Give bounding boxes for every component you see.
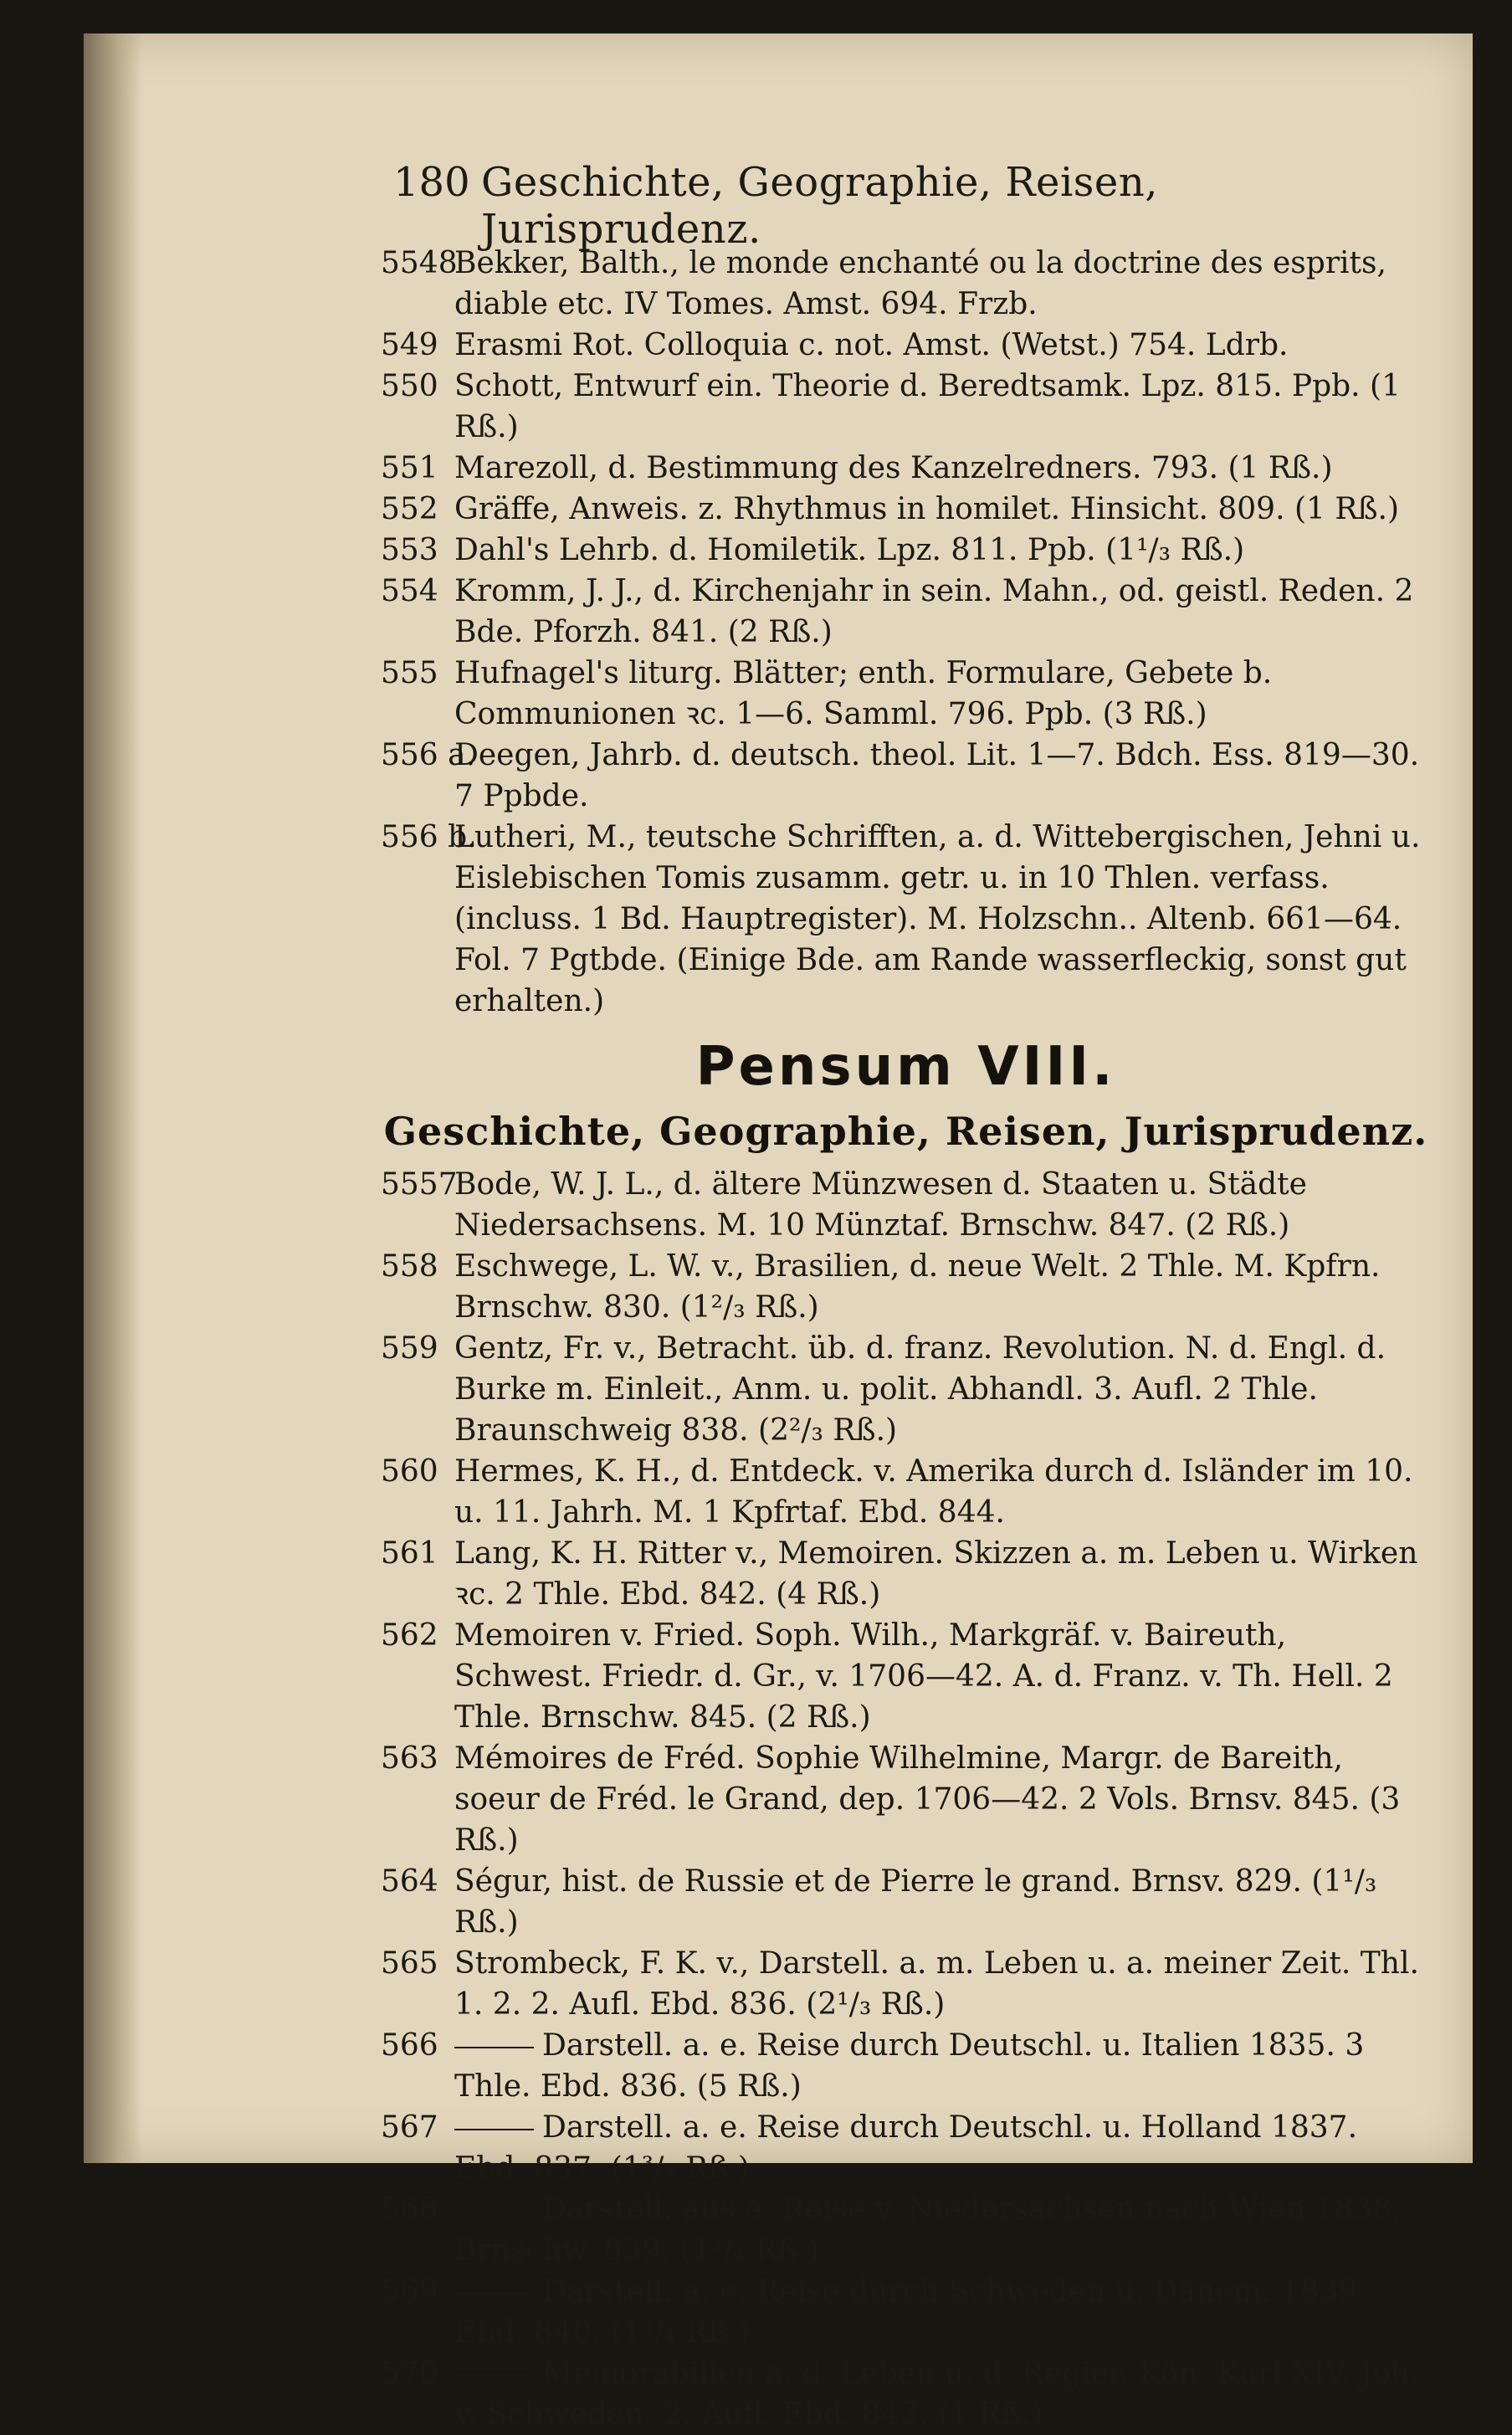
- entry-text: Eschwege, L. W. v., Brasilien, d. neue Welt. 2 Thle. M. Kpfrn. Brnschw. 830. (1²/₃ Rß.): [454, 1249, 1381, 1325]
- entry-number: 551: [381, 451, 438, 485]
- entry-number: 570: [381, 2356, 438, 2391]
- catalog-entry: [381, 817, 1431, 1022]
- entry-number: 559: [381, 1331, 438, 1366]
- entry-text: Gräffe, Anweis. z. Rhythmus in homilet. Hinsicht. 809. (1 Rß.): [454, 492, 1399, 526]
- entry-text: Bekker, Balth., le monde enchanté ou la doctrine des esprits, diable etc. IV Tomes. Amst. 694. Frzb.: [454, 246, 1386, 321]
- catalog-entry: [381, 325, 1431, 366]
- entry-text: Hermes, K. H., d. Entdeck. v. Amerika durch d. Isländer im 10. u. 11. Jahrh. M. 1 Kpfrtaf. Ebd. 844.: [454, 1454, 1413, 1530]
- page-content: [381, 151, 1431, 2435]
- catalog-entry: [381, 2271, 1431, 2353]
- entry-text: Lang, K. H. Ritter v., Memoiren. Skizzen a. m. Leben u. Wirken ꝛc. 2 Thle. Ebd. 842. (4 Rß.): [454, 1536, 1418, 1612]
- entry-list-after: [381, 1164, 1431, 2435]
- catalog-entry: [381, 1615, 1431, 1738]
- entry-number: 549: [381, 328, 438, 362]
- catalog-entry: [381, 1533, 1431, 1615]
- entry-text: Hufnagel's liturg. Blätter; enth. Formulare, Gebete b. Communionen ꝛc. 1—6. Samml. 796. Ppb. (3 Rß.): [454, 656, 1273, 731]
- page-number: 180: [393, 159, 470, 206]
- entry-number: 563: [381, 1741, 438, 1776]
- entry-number: 558: [381, 1249, 438, 1284]
- entry-number: 566: [381, 2028, 438, 2063]
- catalog-entry: [381, 1328, 1431, 1451]
- entry-text: Ségur, hist. de Russie et de Pierre le grand. Brnsv. 829. (1¹/₃ Rß.): [454, 1864, 1377, 1940]
- catalog-entry: [381, 1164, 1431, 1246]
- running-head: [381, 151, 1431, 253]
- catalog-entry: [381, 735, 1431, 817]
- entry-text: Darstell. a. e. Reise durch Deutschl. u. Holland 1837. Ebd. 837. (1³/₄ Rß.): [454, 2110, 1358, 2186]
- running-title: Geschichte, Geographie, Reisen, Jurisprudenz.: [481, 159, 1158, 253]
- book-gutter: [84, 33, 142, 2163]
- entry-text: Marezoll, d. Bestimmung des Kanzelredners. 793. (1 Rß.): [454, 451, 1333, 485]
- ditto-dash: [454, 2375, 534, 2376]
- entry-number: 555: [381, 656, 438, 690]
- catalog-entry: [381, 2189, 1431, 2271]
- catalog-entry: [381, 2107, 1431, 2189]
- catalog-entry: [381, 366, 1431, 448]
- entry-number: 554: [381, 574, 438, 608]
- entry-number: 560: [381, 1454, 438, 1489]
- entry-text: Gentz, Fr. v., Betracht. üb. d. franz. Revolution. N. d. Engl. d. Burke m. Einleit., Anm. u. polit. Abhandl. 3. Aufl. 2 Thle. Braunschweig 838. (2²/₃ Rß.): [454, 1331, 1386, 1448]
- catalog-entry: [381, 530, 1431, 571]
- catalog-entry: [381, 1246, 1431, 1328]
- entry-number: 556 a.: [381, 738, 476, 772]
- ditto-dash: [454, 2047, 534, 2048]
- catalog-entry: [381, 489, 1431, 530]
- entry-text: Memorabilien a. d. Leben u. d. Regier. Kön. Karl XIV. Joh. v. Schweden. 2. Aufl. Ebd. 842. (1 Rß.): [454, 2356, 1420, 2432]
- catalog-entry: [381, 243, 1431, 325]
- entry-number: 5548: [381, 246, 458, 280]
- entry-list-before: [381, 243, 1431, 1022]
- ditto-dash: [454, 2293, 534, 2294]
- entry-number: 556 b.: [381, 820, 477, 854]
- catalog-entry: [381, 1943, 1431, 2025]
- entry-number: 553: [381, 533, 438, 567]
- entry-text: Dahl's Lehrb. d. Homiletik. Lpz. 811. Ppb. (1¹/₃ Rß.): [454, 533, 1245, 567]
- entry-text: Schott, Entwurf ein. Theorie d. Beredtsamk. Lpz. 815. Ppb. (1 Rß.): [454, 369, 1401, 444]
- entry-number: 564: [381, 1864, 438, 1899]
- ditto-dash: [454, 2211, 534, 2212]
- entry-number: 552: [381, 492, 438, 526]
- entry-number: 550: [381, 369, 438, 403]
- entry-text: Strombeck, F. K. v., Darstell. a. m. Leben u. a. meiner Zeit. Thl. 1. 2. 2. Aufl. Ebd. 836. (2¹/₃ Rß.): [454, 1946, 1419, 2022]
- entry-number: 565: [381, 1946, 438, 1981]
- section-title: Geschichte, Geographie, Reisen, Jurisprudenz.: [383, 1109, 1428, 1154]
- entry-text: Mémoires de Fréd. Sophie Wilhelmine, Margr. de Bareith, soeur de Fréd. le Grand, dep. 1706—42. 2 Vols. Brnsv. 845. (3 Rß.): [454, 1741, 1401, 1858]
- entry-text: Lutheri, M., teutsche Schrifften, a. d. Wittebergischen, Jehni u. Eislebischen Tomis zusamm. getr. u. in 10 Thlen. verfass. (incluss. 1 Bd. Hauptregister). M. Holzschn.. Altenb. 661—64. Fol. 7 Pgtbde. (Einige Bde. am Rande wasserfleckig, sonst gut erhalten.): [454, 820, 1421, 1018]
- catalog-entry: [381, 1738, 1431, 1861]
- section-heading: Pensum VIII.: [695, 1036, 1116, 1098]
- entry-number: 561: [381, 1536, 438, 1571]
- entry-text: Memoiren v. Fried. Soph. Wilh., Markgräf. v. Baireuth, Schwest. Friedr. d. Gr., v. 1706—42. A. d. Franz. v. Th. Hell. 2 Thle. Brnschw. 845. (2 Rß.): [454, 1618, 1393, 1735]
- entry-text: Darstell. a. e. Reise durch Deutschl. u. Italien 1835. 3 Thle. Ebd. 836. (5 Rß.): [454, 2028, 1365, 2104]
- entry-text: Darstell. a. e. Reise durch Schweden u. Dänem. 1839. Ebd. 840. (1³/₄ Rß.): [454, 2274, 1367, 2350]
- entry-text: Kromm, J. J., d. Kirchenjahr in sein. Mahn., od. geistl. Reden. 2 Bde. Pforzh. 841. (2 Rß.): [454, 574, 1414, 649]
- entry-number: 567: [381, 2110, 438, 2145]
- entry-number: 568: [381, 2192, 438, 2227]
- catalog-entry: [381, 2353, 1431, 2435]
- entry-text: Erasmi Rot. Colloquia c. not. Amst. (Wetst.) 754. Ldrb.: [454, 328, 1289, 362]
- catalog-entry: [381, 2025, 1431, 2107]
- entry-text: Bode, W. J. L., d. ältere Münzwesen d. Staaten u. Städte Niedersachsens. M. 10 Münztaf. Brnschw. 847. (2 Rß.): [454, 1167, 1307, 1243]
- catalog-entry: [381, 1861, 1431, 1943]
- catalog-entry: [381, 1451, 1431, 1533]
- entry-number: 5557: [381, 1167, 458, 1202]
- catalog-entry: [381, 653, 1431, 735]
- entry-text: Deegen, Jahrb. d. deutsch. theol. Lit. 1—7. Bdch. Ess. 819—30. 7 Ppbde.: [454, 738, 1420, 813]
- catalog-entry: [381, 448, 1431, 489]
- entry-number: 569: [381, 2274, 438, 2309]
- ditto-dash: [454, 2129, 534, 2130]
- entry-text: Darstell. aus e. Reise v. Niedersachsen nach Wien 1838. Brnschw. 839. (1³/₄ Rß.): [454, 2192, 1402, 2268]
- entry-number: 562: [381, 1618, 438, 1653]
- catalog-entry: [381, 571, 1431, 653]
